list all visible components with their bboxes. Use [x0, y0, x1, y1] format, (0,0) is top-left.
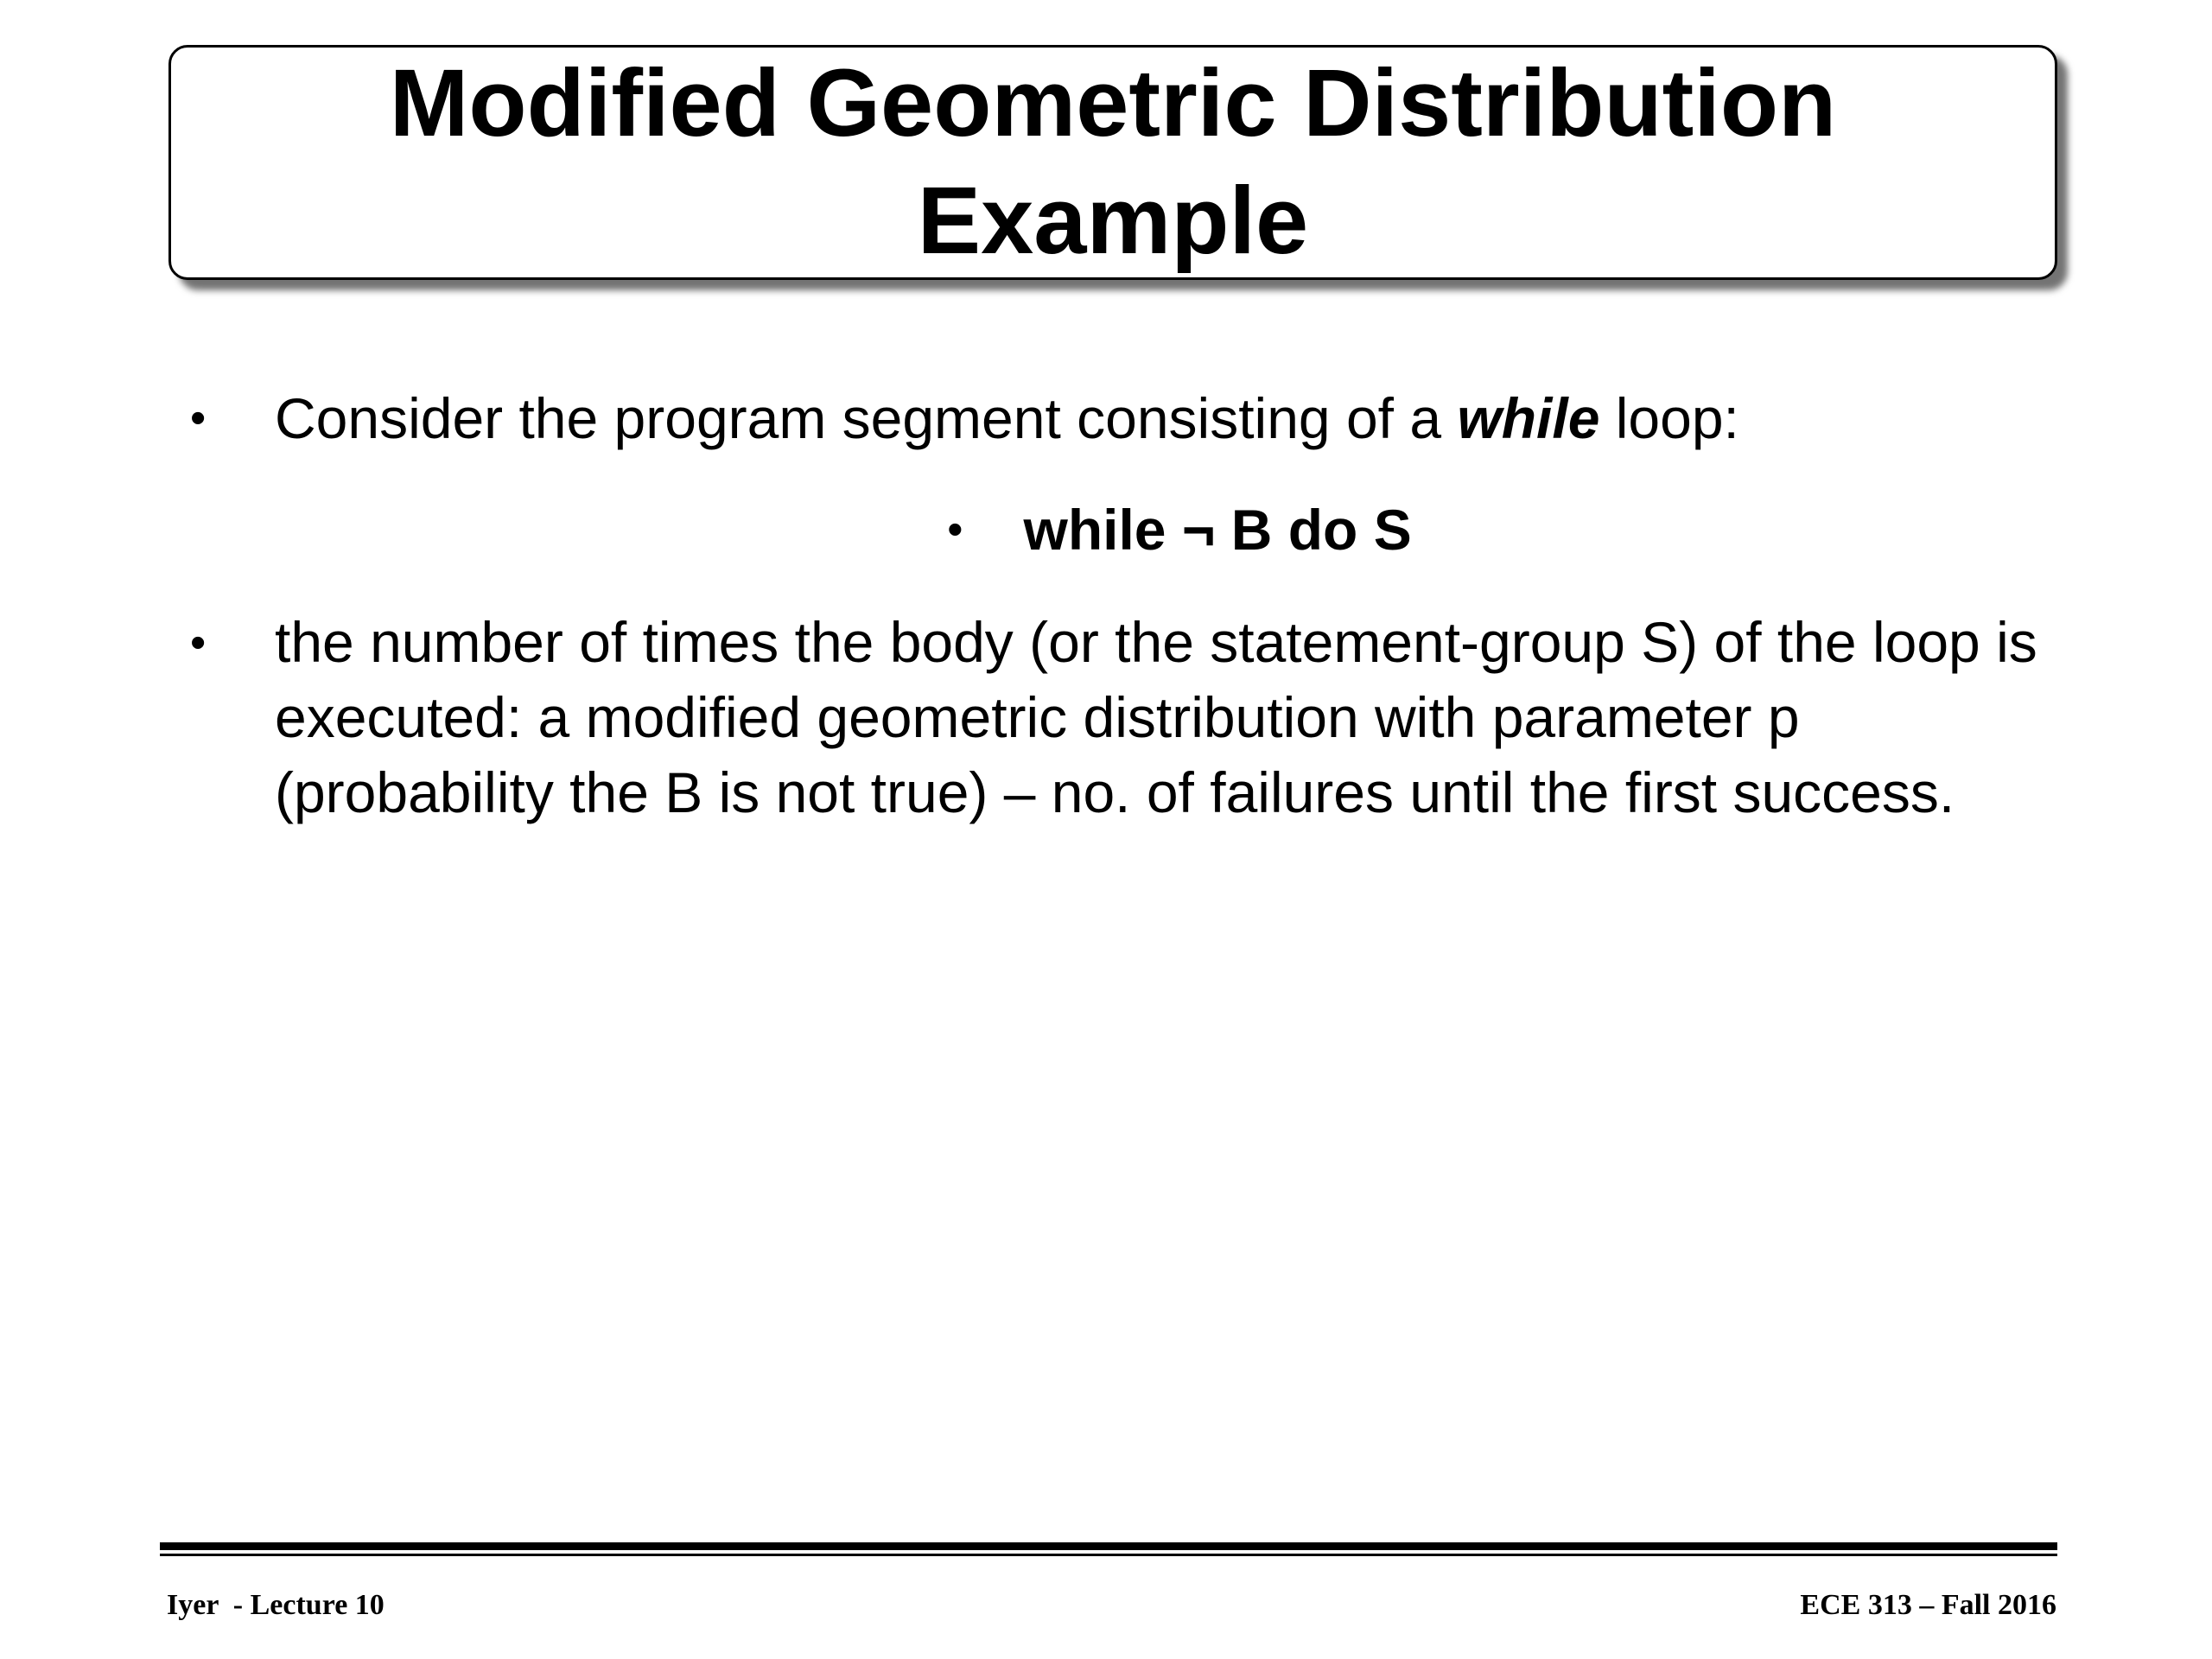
bullet-text-2: the number of times the body (or the statement-group S) of the loop is executed: a modified geometric distribution with parameter p (probability the B is not true) – no. of failures until the first success. — [275, 610, 2037, 824]
slide-title-line-1: Modified Geometric Distribution — [389, 50, 1837, 156]
bullet-text-1 — [275, 380, 2056, 456]
bullet-item-1 — [173, 380, 2056, 456]
slide-body — [173, 380, 2056, 830]
while-keyword: while — [1457, 386, 1600, 450]
bullet-text-1-end: loop: — [1599, 386, 1739, 450]
slide-title-box — [168, 45, 2057, 280]
footer-course-label: ECE 313 – Fall 2016 — [1800, 1589, 2056, 1621]
footer-divider-thin — [160, 1554, 2057, 1556]
bullet-dot: • — [190, 618, 207, 668]
sub-bullet-text: while ¬ B do S — [1023, 498, 1412, 562]
slide-title-line-2: Example — [917, 168, 1309, 274]
bullet-dot: • — [190, 393, 207, 443]
footer-lecture-label: Iyer - Lecture 10 — [167, 1589, 385, 1621]
sub-bullet-dot: • — [947, 505, 963, 555]
bullet-item-2 — [173, 605, 2056, 830]
bullet-text-1-start: Consider the program segment consisting of a — [275, 386, 1458, 450]
footer-divider-thick — [160, 1542, 2057, 1550]
sub-bullet-item — [173, 491, 2056, 569]
